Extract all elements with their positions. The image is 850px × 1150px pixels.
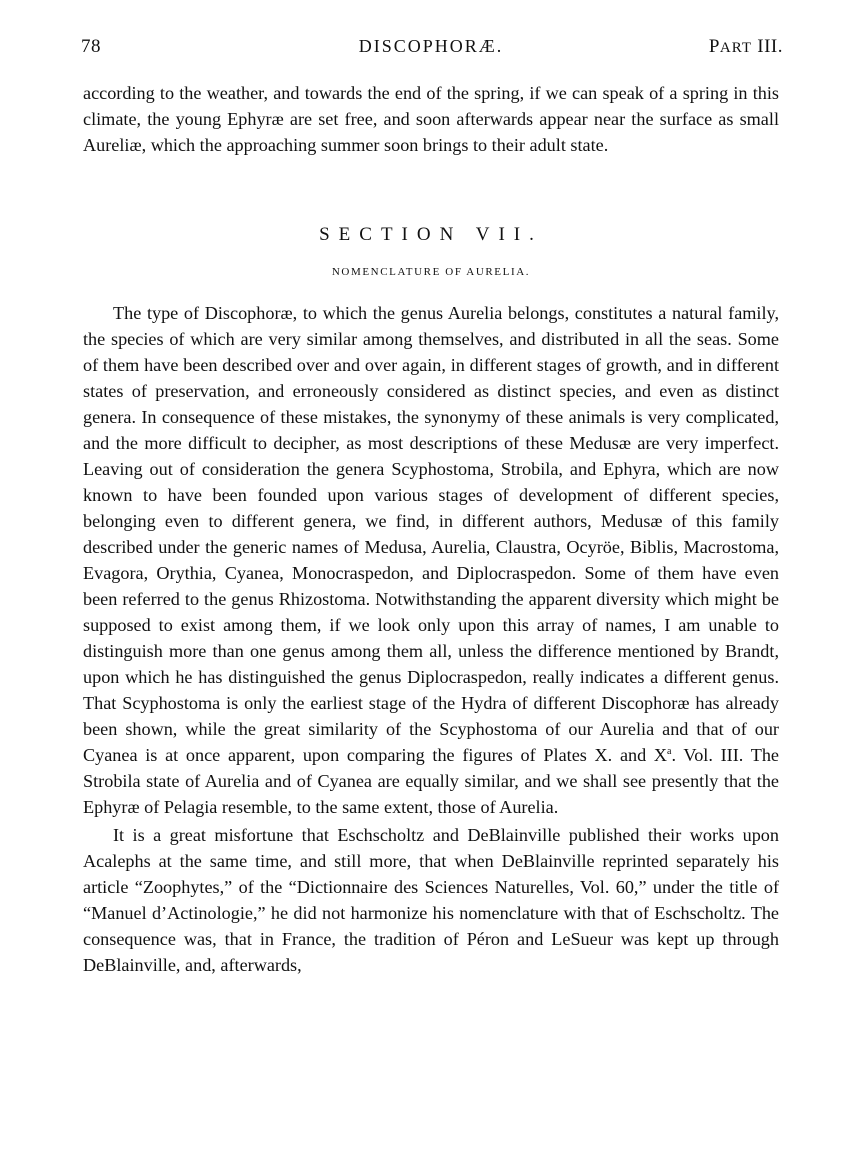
- section-subtitle: NOMENCLATURE OF AURELIA.: [331, 266, 531, 278]
- section-title: SECTION VII.: [319, 224, 543, 245]
- paragraph-eschscholtz: It is a great misfortune that Eschscholtz and DeBlainville published their works upon Acalephs at the same time, and still more, that when DeBlainville reprinted separately his article “Zoophytes,” of the “Dictionnaire des Sciences Naturelles, Vol. 60,” under the title of “Manuel d’Actinologie,” he did not harmonize his nomenclature with that of Eschscholtz. The consequence was, that in France, the tradition of Péron and LeSueur was kept up through DeBlainville, and, afterwards,: [83, 825, 779, 975]
- running-header: [81, 36, 783, 62]
- body-text: [83, 80, 779, 978]
- superscript-a: a: [667, 745, 672, 757]
- continuation-paragraph: according to the weather, and towards the end of the spring, if we can speak of a spring in this climate, the young Ephyræ are set free, and soon afterwards appear near the surface as small Aureliæ, which the approaching summer soon brings to their adult state.: [83, 83, 779, 155]
- page: [81, 36, 783, 978]
- part-prefix: P: [708, 36, 720, 57]
- paragraph-nomenclature: [83, 300, 779, 820]
- page-number: 78: [81, 36, 101, 57]
- part-label: [709, 36, 783, 58]
- running-title: DISCOPHORÆ.: [358, 36, 504, 56]
- part-numeral: III.: [757, 36, 783, 57]
- paragraph-1-text-a: The type of Discophoræ, to which the genus Aurelia belongs, constitutes a natural family, the species of which are very similar among themselves, and distributed in all the seas. Some of them have been described over and over again, in different stages of growth, and in different states of preservation, and erroneously considered as distinct species, and even as distinct genera. In consequence of these mistakes, the synonymy of these animals is very complicated, and the more difficult to decipher, as most descriptions of these Medusæ are very imperfect. Leaving out of consideration the genera Scyphostoma, Strobila, and Ephyra, which are now known to have been founded upon various stages of development of different species, belonging even to different genera, we find, in different authors, Medusæ of this family described under the generic names of Medusa, Aurelia, Claustra, Ocyröe, Biblis, Macrostoma, Evagora, Orythia, Cyanea, Monocraspedon, and Diplocraspedon. Some of them have even been referred to the genus Rhizostoma. Notwithstanding the apparent diversity which might be supposed to exist among them, if we look only upon this array of names, I am unable to distinguish more than one genus among them all, unless the difference mentioned by Brandt, upon which he has distinguished the genus Diplocraspedon, really indicates a different genus. That Scyphostoma is only the earliest stage of the Hydra of different Discophoræ has already been shown, while the great similarity of the Scyphostoma of our Aurelia and that of our Cyanea is at once apparent, upon comparing the figures of Plates X. and X: [83, 303, 779, 765]
- part-smallcaps: ART: [719, 40, 753, 56]
- paragraph-1-text-b: . Vol. III. The Strobila state of Aurelia and of Cyanea are equally similar, and we shall see presently that the Ephyræ of Pelagia resemble, to the same extent, those of Aurelia.: [83, 745, 779, 817]
